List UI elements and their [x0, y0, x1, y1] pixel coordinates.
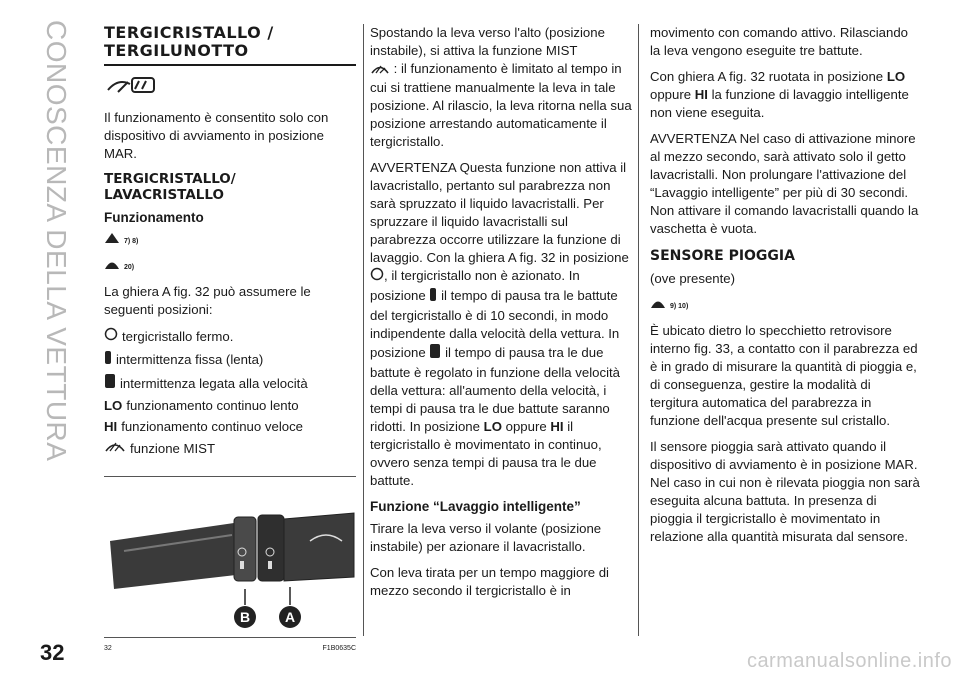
- rain-sensor-paragraph-1: È ubicato dietro lo specchietto retrovisore interno fig. 33, a contatto con il parabrezza ed è in grado di misurare la quantità di pioggia e, di conseguenza, gestire la modalità di tergitura automatica del parabrezza in funzione dell'acqua presente sul cristallo.: [650, 323, 918, 428]
- figure-caption: [104, 640, 356, 658]
- position-lo-key: LO: [104, 398, 123, 413]
- position-mist-text: funzione MIST: [130, 440, 216, 456]
- rain-sensor-refs: 9) 10): [670, 303, 689, 310]
- side-title-text: CONOSCENZA DELLA VETTURA: [41, 20, 72, 462]
- side-section-title: [28, 20, 72, 462]
- mist-icon: [370, 61, 390, 79]
- column-divider-1: [363, 24, 364, 636]
- position-int-speed-text: intermittenza legata alla velocità: [120, 375, 308, 391]
- position-mist: [104, 439, 356, 458]
- subsection-heading: TERGICRISTALLO/ LAVACRISTALLO: [104, 171, 236, 203]
- mist-paragraph: Spostando la leva verso l'alto (posizione instabile), si attiva la funzione MIST : il funzionamento è limitato al tempo in cui si trattiene manualmente la leva in tale posizione. Al rilascio, la leva ritorna nella sua posizione arrestando automaticamente il tergicristallo.: [370, 25, 632, 149]
- figure-code: F1B0635C: [322, 645, 356, 652]
- page-number: 32: [40, 640, 65, 665]
- wiper-symbol-icon: [104, 74, 356, 101]
- subsubsection-heading: Funzionamento: [104, 210, 204, 225]
- positions-intro: La ghiera A fig. 32 può assumere le seguenti posizioni:: [104, 284, 311, 317]
- fig-label-a: A: [284, 609, 296, 625]
- section-heading: TERGICRISTALLO / TERGILUNOTTO: [104, 23, 274, 60]
- wide-bar-icon: [104, 373, 116, 394]
- heading-underline: [104, 64, 356, 66]
- caution-book-icon: [650, 296, 666, 314]
- warning-book-icon: [104, 231, 120, 249]
- position-int-speed: [104, 373, 356, 394]
- circle-icon: [370, 267, 384, 286]
- position-int-fixed: [104, 349, 356, 370]
- rain-sensor-paragraph-2: Il sensore pioggia sarà attivato quando il dispositivo di avviamento è in posizione MAR. Nel caso in cui non è rilevata pioggia non sarà eseguita alcuna battuta. In presenza di pioggia il tergicristallo è movimentato in relazione alla quantità misurata dal sensore.: [650, 439, 920, 544]
- rain-sensor-heading: SENSORE PIOGGIA: [650, 248, 795, 264]
- watermark: carmanualsonline.info: [746, 650, 952, 672]
- mist-icon: [104, 439, 126, 458]
- short-bar-icon: [104, 349, 112, 370]
- wiper-stalk-illustration: [104, 477, 356, 637]
- column-1: [104, 24, 356, 658]
- smart-wash-paragraph-1: Tirare la leva verso il volante (posizione instabile) per azionare il lavacristallo.: [370, 520, 602, 554]
- position-off: [104, 327, 356, 346]
- warning-paragraph: AVVERTENZA Questa funzione non attiva il lavacristallo, pertanto sul parabrezza non sarà spruzzato il liquido lavacristalli. Per spruzzare il liquido lavacristalli sul parabrezza occorre utilizzare la funzione di lavaggio. Con la ghiera A fig. 32 in posizione , il tergicristallo non è azionato. In posizione il tempo di pausa tra le battute del tergicristallo è di 10 secondi, in modo indipendente dalla velocità della vettura. In posizione il tempo di pausa tra le due battute è regolato in funzione della velocità della vettura: all'aumento della velocità, i tempi di pausa tra le due battute saranno ridotti. In posizione LO oppure HI il tergicristallo è movimentato in continuo, ovvero senza tempi di pausa tra le due battute.: [370, 159, 629, 488]
- smart-wash-paragraph-2: Con leva tirata per un tempo maggiore di mezzo secondo il tergicristallo è in: [370, 564, 609, 598]
- rain-sensor-sub: (ove presente): [650, 271, 736, 286]
- circle-icon: [104, 327, 118, 346]
- position-off-text: tergicristallo fermo.: [122, 328, 234, 344]
- position-int-fixed-text: intermittenza fissa (lenta): [116, 351, 264, 367]
- position-lo-text: funzionamento continuo lento: [126, 398, 299, 413]
- warning-refs: 7) 8): [124, 238, 139, 245]
- position-hi-key: HI: [104, 419, 118, 434]
- column-2: [370, 24, 632, 608]
- warning-refs-row: [104, 231, 356, 251]
- rain-sensor-refs-row: [650, 296, 920, 316]
- smart-wash-continued: movimento con comando attivo. Rilasciando la leva vengono eseguite tre battute.: [650, 25, 909, 58]
- position-hi-text: funzionamento continuo veloce: [121, 419, 304, 434]
- column-divider-2: [638, 24, 639, 636]
- warning-paragraph-2: AVVERTENZA Nel caso di attivazione minore al mezzo secondo, sarà attivato solo il getto lavacristalli. Non prolungare l'attivazione del “Lavaggio intelligente” per più di 30 secondi. Non attivare il comando lavacristalli quando la vaschetta è vuota.: [650, 131, 919, 236]
- smart-wash-heading: Funzione “Lavaggio intelligente”: [370, 498, 581, 514]
- figure-32: [104, 476, 356, 638]
- fig-label-b: B: [239, 609, 251, 625]
- caution-refs-row: [104, 257, 356, 277]
- caution-book-icon: [104, 257, 120, 275]
- position-lo: [104, 397, 356, 415]
- position-hi: [104, 418, 356, 436]
- intro-text: Il funzionamento è consentito solo con dispositivo di avviamento in posizione MAR.: [104, 110, 329, 161]
- short-bar-icon: [429, 286, 437, 307]
- lo-hi-paragraph: Con ghiera A fig. 32 ruotata in posizione LO oppure HI la funzione di lavaggio intelligente non viene eseguita.: [650, 69, 909, 120]
- column-3: [650, 24, 920, 554]
- wide-bar-icon: [429, 343, 441, 364]
- figure-number: 32: [104, 645, 112, 652]
- caution-refs: 20): [124, 264, 135, 271]
